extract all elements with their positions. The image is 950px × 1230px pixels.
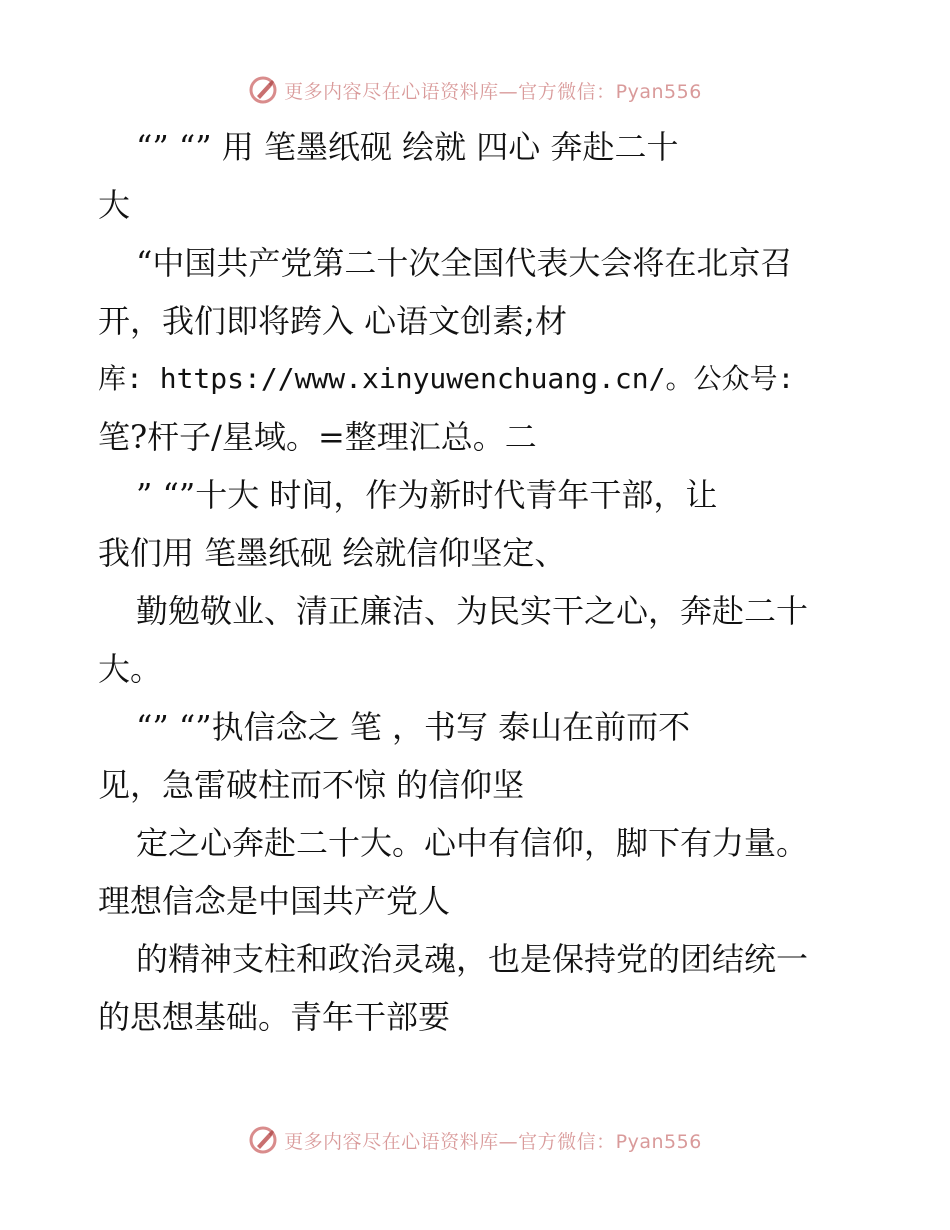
- body-line: ” “”十大 时间，作为新时代青年干部，让: [136, 476, 718, 514]
- body-line: “” “”执信念之 笔 ，书写 泰山在前而不: [136, 708, 691, 746]
- header-watermark-text: 更多内容尽在心语资料库—官方微信：Pyan556: [284, 80, 702, 103]
- pen-circle-logo-icon: [248, 1125, 278, 1155]
- body-line: 笔?杆子/星域。=整理汇总。二: [98, 418, 537, 456]
- body-line: 开，我们即将跨入 心语文创素;材: [98, 302, 567, 340]
- body-line: 定之心奔赴二十大。心中有信仰，脚下有力量。: [136, 824, 809, 862]
- body-line: 理想信念是中国共产党人: [98, 882, 451, 920]
- body-line: 勤勉敬业、清正廉洁、为民实干之心，奔赴二十: [136, 592, 809, 630]
- body-line: 大: [98, 186, 131, 224]
- body-line: 库: https://www.xinyuwenchuang.cn/。公众号:: [98, 362, 795, 395]
- body-line: 我们用 笔墨纸砚 绘就信仰坚定、: [98, 534, 567, 572]
- body-line: 的精神支柱和政治灵魂，也是保持党的团结统一: [136, 940, 809, 978]
- document-body: [98, 118, 858, 1046]
- footer-watermark-text: 更多内容尽在心语资料库—官方微信：Pyan556: [284, 1130, 702, 1153]
- pen-circle-logo-icon: [248, 75, 278, 105]
- body-line: 大。: [98, 650, 163, 688]
- body-line: 见，急雷破柱而不惊 的信仰坚: [98, 766, 525, 804]
- header-watermark-banner: [0, 70, 950, 110]
- body-line: “中国共产党第二十次全国代表大会将在北京召: [136, 244, 793, 282]
- footer-watermark-banner: [0, 1120, 950, 1160]
- body-line: 的思想基础。青年干部要: [98, 998, 451, 1036]
- body-line: “” “” 用 笔墨纸砚 绘就 四心 奔赴二十: [136, 128, 679, 166]
